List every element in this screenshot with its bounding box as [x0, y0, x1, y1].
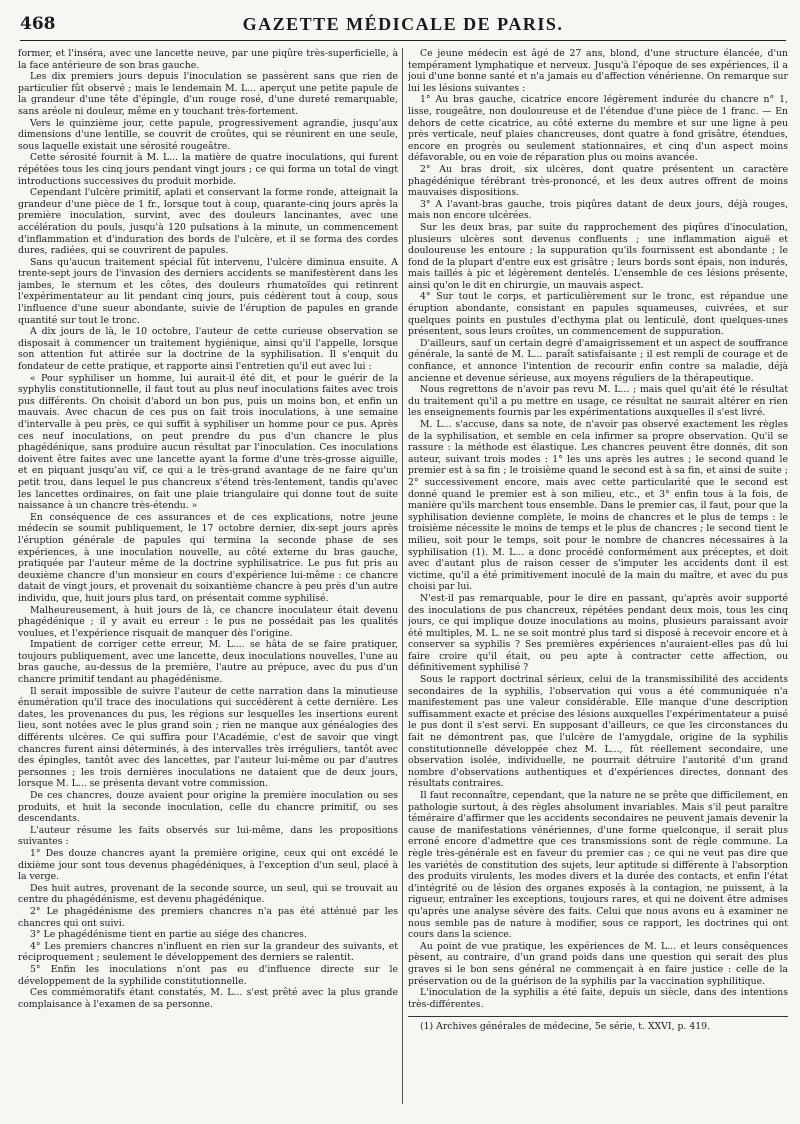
- page-header: [20, 14, 786, 41]
- paragraph: Des huit autres, provenant de la seconde source, un seul, qui se trouvait au centre du phagédénisme, est devenu phagédénique.: [18, 882, 398, 906]
- paragraph: Sans qu'aucun traitement spécial fût intervenu, l'ulcère diminua ensuite. A trente-sept jours de l'invasion des derniers accidents se manifestèrent dans les jambes, le sternum et les côtes, des douleurs rhumatoïdes qui retinrent l'expérimentateur au lit pendant cinq jours, puis cédèrent tout à coup, sous l'influence d'une sueur abondante, suivie de l'éruption de papules en grande quantité sur tout le tronc.: [18, 256, 398, 326]
- paragraph: « Pour syphiliser un homme, lui aurait-il été dit, et pour le guérir de la syphylis constitutionnelle, il faut tout au plus neuf inoculations faites avec trois pus différents. On choisit d'abord un bon pus, puis un moins bon, et enfin un mauvais. Avec chacun de ces pus on fait trois inoculations, à une semaine d'intervalle à peu près, ce qui suffit à syphiliser un homme pour ce pus. Après ces neuf inoculations, on peut prendre du pus d'un chancre le plus phagédénique, sans produire aucun résultat par l'inoculation. Ces inoculations doivent être faites avec une lancette ayant la forme d'une très-grosse aiguille, et en piquant jusqu'au vif, ce qui a le très-grand avantage de ne faire qu'un petit trou, dans lequel le pus chancreux s'étend très-lentement, tandis qu'avec les lancettes ordinaires, on fait une plaie triangulaire qui donne tout de suite naissance à un chancre très-étendu. »: [18, 372, 398, 512]
- paragraph: former, et l'inséra, avec une lancette neuve, par une piqûre très-superficielle, à la face antérieure de son bras gauche.: [18, 48, 398, 71]
- paragraph: Ce jeune médecin est âgé de 27 ans, blond, d'une structure élancée, d'un tempérament lymphatique et nerveux. Jusqu'à l'époque de ses expériences, il a joui d'une bonne santé et n'a jamais eu d'affection vénérienne. On remarque sur lui les lésions suivantes :: [408, 48, 788, 94]
- paragraph: D'ailleurs, sauf un certain degré d'amaigrissement et un aspect de souffrance générale, la santé de M. L... paraît satisfaisante ; il est rempli de courage et de confiance, et annonce l'intention de recourir enfin contre sa maladie, déjà ancienne et devenue sérieuse, aux moyens réguliers de la thérapeutique.: [408, 337, 788, 384]
- paragraph: Malheureusement, à huit jours de là, ce chancre inoculateur était devenu phagédénique ; il y avait eu erreur : le pus ne possédait pas les qualités voulues, et l'expérience risquait de manquer dès l'origine.: [18, 604, 398, 639]
- paragraph: A dix jours de là, le 10 octobre, l'auteur de cette curieuse observation se disposait à commencer un traitement hygiénique, ainsi qu'il l'appelle, lorsque son attention fut attirée sur la doctrine de la syphilisation. Il s'enquit du fondateur de cette pratique, et rapporte ainsi l'entretien qu'il eut avec lui :: [18, 326, 398, 373]
- paragraph: 3° Le phagédénisme tient en partie au siége des chancres.: [30, 929, 307, 941]
- paragraph: 4° Sur tout le corps, et particulièrement sur le tronc, est répandue une éruption abondante, consistant en papules squameuses, cuivrées, et sur quelques points en pustules d'ecthyma plat ou lenticulé, dont quelques-unes présentent, sous leurs croûtes, un commencement de suppuration.: [408, 291, 788, 338]
- paragraph: M. L... s'accuse, dans sa note, de n'avoir pas observé exactement les règles de la syphilisation, et semble en cela infirmer sa propre observation. Qu'il se rassure : la méthode est élastique. Les chancres peuvent être donnés, dit son auteur, suivant trois modes : 1° les uns après les autres ; le second quand le premier est à sa fin ; le troisième quand le second est à sa fin, et ainsi de suite ; 2° successivement encore, mais avec cette particularité que le second est donné quand le premier est à son milieu, etc., et 3° enfin tous à la fois, de manière qu'ils marchent tous ensemble. Dans le premier cas, il faut, pour que la syphilisation devienne complète, le moins de chancres et le plus de temps : le troisième nécessite le moins de temps et le plus de chancres ; le second tient le milieu, soit pour le temps, soit pour le nombre de chancres nécessaires à la syphilisation (1). M. L... a donc procédé conformément aux préceptes, et doit avec d'autant plus de raison cesser de s'imputer les accidents dont il est victime, qu'il a été primitivement inoculé de la main du maître, et avec du pus choisi par lui.: [408, 419, 788, 593]
- paragraph: Les dix premiers jours depuis l'inoculation se passèrent sans que rien de particulier fût observé ; mais le lendemain M. L... aperçut une petite papule de la grandeur d'une tête d'épingle, d'un rouge rosé, d'une dureté remarquable, sans aréole ni douleur, même en y touchant très-fortement.: [18, 71, 398, 117]
- footnote-rule: [408, 1016, 788, 1017]
- text-columns: [18, 48, 786, 1104]
- paragraph: Vers le quinzième jour, cette papule, progressivement agrandie, jusqu'aux dimensions d'une lentille, se couvrit de croûtes, qui se réunirent en une seule, sous laquelle existait une sérosité rougeâtre.: [18, 117, 398, 152]
- page-number: 468: [20, 14, 56, 34]
- paragraph: L'inoculation de la syphilis a été faite, depuis un siècle, dans des intentions très-différentes.: [408, 987, 788, 1010]
- paragraph: Nous regrettons de n'avoir pas revu M. L... ; mais quel qu'ait été le résultat du traitement qu'il a pu mettre en usage, ce résultat ne saurait altérer en rien les enseignements fournis par les expérimentations auxquelles il s'est livré.: [408, 384, 788, 419]
- paragraph: 4° Les premiers chancres n'influent en rien sur la grandeur des suivants, et réciproquement ; seulement le développement des derniers se ralentit.: [18, 940, 398, 964]
- paragraph: 2° Le phagédénisme des premiers chancres n'a pas été atténué par les chancres qui ont suivi.: [18, 905, 398, 929]
- journal-title: GAZETTE MÉDICALE DE PARIS.: [242, 14, 564, 34]
- paragraph: 2° Au bras droit, six ulcères, dont quatre présentent un caractère phagédénique térébrant très-prononcé, et les deux autres offrent de moins mauvaises dispositions.: [408, 163, 788, 199]
- paragraph: 1° Au bras gauche, cicatrice encore légèrement indurée du chancre n° 1, lisse, rougeâtre, non douloureuse et de l'étendue d'une pièce de 1 franc. — En dehors de cette cicatrice, au côté externe du membre et sur une ligne à peu près verticale, neuf plaies chancreuses, dont quatre à fond grisâtre, étendues, encore en progrès ou seulement stationnaires, et cinq d'un aspect moins défavorable, ou en voie de réparation plus ou moins avancée.: [408, 94, 788, 164]
- paragraph: N'est-il pas remarquable, pour le dire en passant, qu'après avoir supporté des inoculations de pus chancreux, répétées pendant deux mois, tous les cinq jours, ce qui implique douze inoculations au moins, plusieurs paraissant avoir été multiples, M. L. ne se soit montré plus tard si disposé à recevoir encore et à conserver sa syphilis ? Ses premières expériences n'auraient-elles pas dû lui faire croire qu'il était, ou peu apte à contracter cette affection, ou définitivement syphilisé ?: [408, 592, 788, 674]
- paragraph: 3° A l'avant-bras gauche, trois piqûres datant de deux jours, déjà rouges, mais non encore ulcérées.: [408, 198, 788, 222]
- paragraph: En conséquence de ces assurances et de ces explications, notre jeune médecin se soumit publiquement, le 17 octobre dernier, dix-sept jours après l'éruption générale de papules qui termina la seconde phase de ses expériences, à une inoculation nouvelle, au côté externe du bras gauche, pratiquée par l'auteur même de la doctrine syphilisatrice. Le pus fut pris au deuxième chancre d'un monsieur en cours d'expérience lui-même : ce chancre datait de vingt jours, et provenait du soixantième chancre à peu près d'un autre individu, que, huit jours plus tard, on présentait comme syphilisé.: [18, 511, 398, 604]
- footnote: (1) Archives générales de médecine, 5e série, t. XXVI, p. 419.: [420, 1021, 711, 1033]
- paragraph: Impatient de corriger cette erreur, M. L.... se hâta de se faire pratiquer, toujours publiquement, avec une lancette, deux inoculations nouvelles, l'une au bras gauche, au-dessus de la première, l'autre au prépuce, avec du pus d'un chancre primitif tendant au phagédénisme.: [18, 639, 398, 686]
- column-divider: [402, 48, 403, 1104]
- paragraph: 5° Enfin les inoculations n'ont pas eu d'influence directe sur le développement de la syphilide constitutionnelle.: [18, 963, 398, 987]
- paragraph: De ces chancres, douze avaient pour origine la première inoculation ou ses produits, et huit la seconde inoculation, celle du chancre primitif, ou ses descendants.: [18, 790, 398, 825]
- right-column: [408, 48, 788, 1104]
- paragraph: 1° Des douze chancres ayant la première origine, ceux qui ont excédé le dixième jour sont tous devenus phagédéniques, à l'exception d'un seul, placé à la verge.: [18, 847, 398, 883]
- paragraph: Cependant l'ulcère primitif, aplati et conservant la forme ronde, atteignait la grandeur d'une pièce de 1 fr., lorsque tout à coup, quarante-cinq jours après la première inoculation, survint, avec des douleurs lancinantes, avec une accélération du pouls, jusqu'à 120 pulsations à la minute, un commencement d'inflammation et d'induration des bords de l'ulcère, et il se forma des cordes dures, radiées, qui se couvrirent de papules.: [18, 187, 398, 257]
- left-column: [18, 48, 398, 1104]
- paragraph: Cette sérosité fournit à M. L... la matière de quatre inoculations, qui furent répétées tous les cinq jours pendant vingt jours ; ce qui forma un total de vingt introductions successives du produit morbide.: [18, 152, 398, 187]
- paragraph: Sous le rapport doctrinal sérieux, celui de la transmissibilité des accidents secondaires de la syphilis, l'observation qui vous a été communiquée n'a manifestement pas une valeur considérable. Elle manque d'une description suffisamment exacte et précise des lésions auxquelles l'expérimentateur a puisé le pus dont il s'est servi. En supposant d'ailleurs, ce que les circonstances du fait ne démontrent pas, que l'ulcère de l'amygdale, origine de la syphilis constitutionnelle développée chez M. L..., fût réellement secondaire, une observation isolée, individuelle, ne pourrait détruire l'autorité d'un grand nombre d'observations authentiques et d'expériences directes, donnant des résultats contraires.: [408, 674, 788, 790]
- paragraph: Il faut reconnaître, cependant, que la nature ne se prête que difficilement, en pathologie surtout, à des règles absolument invariables. Mais s'il peut paraître téméraire d'affirmer que les accidents secondaires ne peuvent jamais devenir la cause de manifestations vénériennes, d'une forme quelconque, il serait plus erroné encore d'admettre que ces transmissions sont de règle commune. La règle très-générale est en faveur du premier cas ; ce qui ne veut pas dire que les variétés de constitution des sujets, leur aptitude si différente à l'absorption des produits virulents, les modes divers et la durée des contacts, et enfin l'état d'intégrité ou de lésion des organes exposés à la contagion, ne puissent, à la rigueur, entraîner les exceptions, toujours rares, et qui ne doivent être admises qu'après une analyse sévère des faits. Celui que nous avons eu à examiner ne nous semble pas de nature à modifier, sous ce rapport, les doctrines qui ont cours dans la science.: [408, 790, 788, 941]
- paragraph: Au point de vue pratique, les expériences de M. L... et leurs conséquences pèsent, au contraire, d'un grand poids dans une question qui serait des plus graves si le bon sens général ne commençait à en faire justice : celle de la préservation ou de la guérison de la syphilis par la vaccination syphilitique.: [408, 940, 788, 987]
- paragraph: Sur les deux bras, par suite du rapprochement des piqûres d'inoculation, plusieurs ulcères sont devenus confluents ; une inflammation aiguë et douloureuse les entoure ; la suppuration qu'ils fournissent est abondante ; le fond de la plupart d'entre eux est grisâtre ; leurs bords sont épais, non indurés, mais taillés à pic et légèrement dentelés. L'ensemble de ces lésions présente, ainsi qu'on le dit en chirurgie, un mauvais aspect.: [408, 221, 788, 291]
- paragraph: Il serait impossible de suivre l'auteur de cette narration dans la minutieuse énumération qu'il trace des inoculations qui succédèrent à cette dernière. Les dates, les provenances du pus, les régions sur lesquelles les insertions eurent lieu, sont notées avec le plus grand soin ; rien ne manque aux généalogies des différents ulcères. Ce qui suffira pour l'Académie, c'est de savoir que vingt chancres furent ainsi déterminés, à des intervalles très irréguliers, tantôt avec des épingles, tantôt avec des lancettes, par l'auteur lui-même ou par d'autres personnes ; les trois dernières inoculations ne dataient que de deux jours, lorsque M. L... se présenta devant votre commission.: [18, 685, 398, 790]
- paragraph: L'auteur résume les faits observés sur lui-même, dans les propositions suivantes :: [18, 824, 398, 848]
- paragraph: Ces commémoratifs étant constatés, M. L... s'est prêté avec la plus grande complaisance à l'examen de sa personne.: [18, 987, 398, 1010]
